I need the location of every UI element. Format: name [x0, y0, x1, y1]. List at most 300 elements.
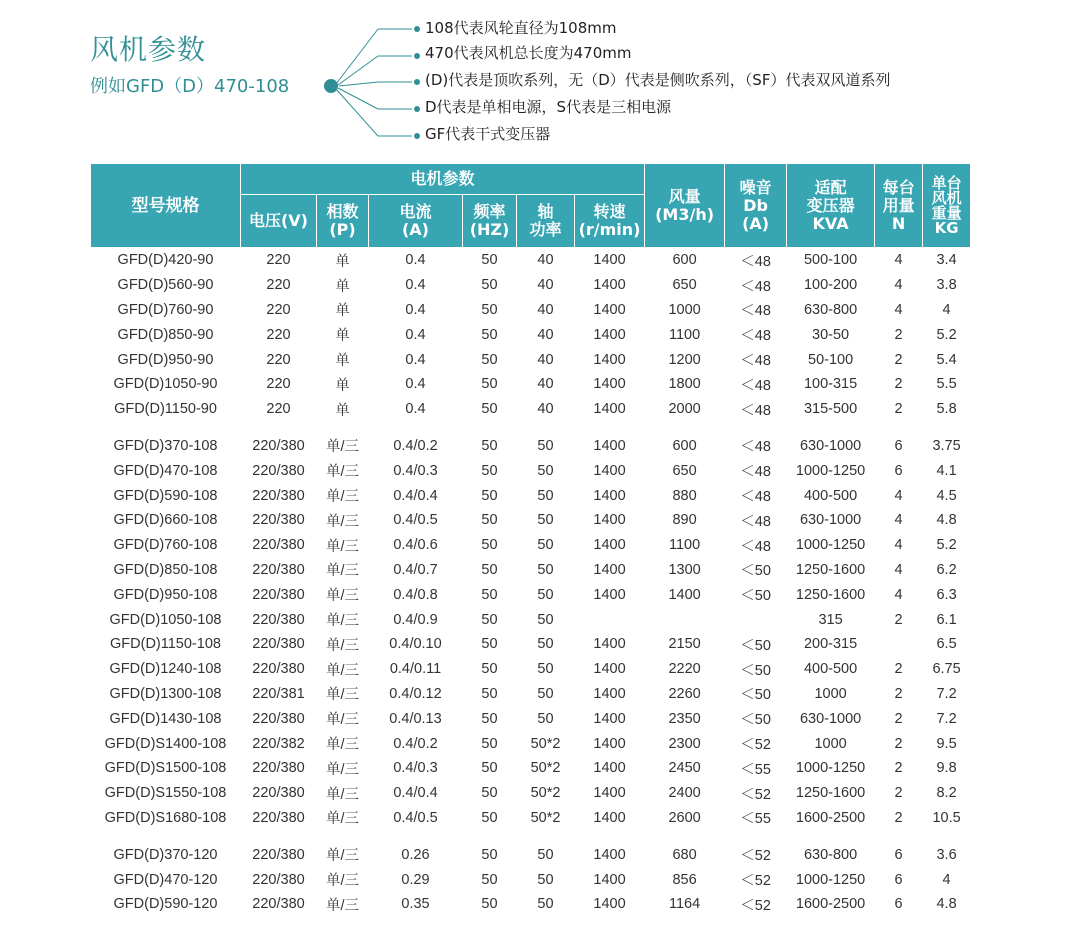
- bullet-icon: [414, 53, 420, 59]
- cell-voltage: 220: [266, 252, 291, 269]
- cell-voltage: 220: [266, 376, 291, 393]
- cell-speed: 1400: [593, 561, 626, 578]
- cell-qty: 2: [894, 809, 903, 826]
- cell-current: 0.4: [405, 376, 426, 393]
- cell-noise: ＜48: [740, 464, 771, 481]
- cell-voltage: 220/380: [252, 760, 305, 777]
- header-phase: 相数 (P): [317, 195, 369, 248]
- cell-airflow: 880: [672, 487, 697, 504]
- cell-airflow: 2400: [668, 785, 701, 802]
- cell-noise: ＜50: [740, 687, 771, 704]
- cell-noise: ＜48: [740, 538, 771, 555]
- cell-qty: 2: [894, 735, 903, 752]
- cell-phase: 单/三: [325, 811, 360, 828]
- cell-frequency: 50: [481, 636, 498, 653]
- cell-transformer: 1000-1250: [795, 871, 866, 888]
- cell-noise: ＜50: [740, 637, 771, 654]
- table-row: [91, 508, 971, 533]
- cell-noise: ＜48: [740, 353, 771, 370]
- cell-transformer: 630-800: [803, 301, 858, 318]
- cell-model: GFD(D)S1400-108: [104, 735, 227, 752]
- cell-airflow: 1100: [668, 537, 701, 554]
- cell-noise: ＜48: [740, 303, 771, 320]
- cell-voltage: 220/380: [252, 437, 305, 454]
- page-title: 风机参数: [90, 33, 207, 66]
- cell-speed: 1400: [593, 636, 626, 653]
- cell-voltage: 220/380: [252, 611, 305, 628]
- bullet-icon: [414, 106, 420, 112]
- cell-frequency: 50: [481, 277, 498, 294]
- header-airflow: 风量 (M3/h): [645, 164, 725, 248]
- table-row: [91, 458, 971, 483]
- note-diameter: 108代表风轮直径为108mm: [425, 19, 617, 37]
- cell-shaft-power: 50: [537, 487, 554, 504]
- cell-weight: 5.8: [936, 401, 957, 418]
- note-transformer: GF代表干式变压器: [425, 125, 551, 143]
- cell-model: GFD(D)1050-90: [113, 376, 218, 393]
- cell-airflow: 2220: [668, 661, 701, 678]
- cell-phase: 单/三: [325, 489, 360, 506]
- cell-shaft-power: 40: [537, 401, 554, 418]
- cell-airflow: 2000: [668, 401, 701, 418]
- cell-noise: ＜55: [740, 761, 771, 778]
- cell-qty: 4: [894, 561, 903, 578]
- cell-phase: 单/三: [325, 848, 360, 865]
- cell-noise: ＜52: [740, 897, 771, 914]
- cell-speed: 1400: [593, 846, 626, 863]
- cell-shaft-power: 50: [537, 611, 554, 628]
- cell-transformer: 30-50: [812, 326, 850, 343]
- cell-qty: 2: [894, 710, 903, 727]
- cell-frequency: 50: [481, 846, 498, 863]
- cell-model: GFD(D)470-108: [113, 462, 218, 479]
- cell-frequency: 50: [481, 301, 498, 318]
- cell-noise: [725, 607, 787, 632]
- cell-airflow: 856: [672, 871, 697, 888]
- cell-weight: 5.4: [936, 351, 957, 368]
- cell-transformer: 1000-1250: [795, 462, 866, 479]
- group-spacer: [91, 830, 971, 842]
- table-row: [91, 806, 971, 831]
- cell-weight: 4.8: [936, 512, 957, 529]
- cell-current: 0.29: [401, 871, 430, 888]
- bullet-icon: [414, 26, 420, 32]
- cell-model: GFD(D)950-90: [117, 351, 214, 368]
- cell-model: GFD(D)S1680-108: [104, 809, 227, 826]
- cell-weight: 3.8: [936, 277, 957, 294]
- bullet-icon: [414, 79, 420, 85]
- cell-qty: 4: [894, 252, 903, 269]
- cell-airflow: 1100: [668, 326, 701, 343]
- cell-transformer: 315: [818, 611, 843, 628]
- cell-speed: 1400: [593, 252, 626, 269]
- cell-airflow: 1400: [668, 586, 701, 603]
- cell-model: GFD(D)1150-90: [114, 401, 217, 418]
- cell-phase: 单/三: [325, 786, 360, 803]
- cell-weight: 4.8: [936, 896, 957, 913]
- cell-model: GFD(D)S1550-108: [104, 785, 227, 802]
- cell-speed: 1400: [593, 376, 626, 393]
- table-row: [91, 731, 971, 756]
- note-length: 470代表风机总长度为470mm: [425, 44, 632, 62]
- cell-qty: 2: [894, 611, 903, 628]
- cell-transformer: 1000: [814, 735, 847, 752]
- cell-qty: 2: [894, 760, 903, 777]
- cell-current: 0.4/0.2: [393, 437, 438, 454]
- cell-qty: 6: [894, 846, 903, 863]
- cell-voltage: 220: [266, 401, 291, 418]
- cell-weight: 5.2: [936, 537, 957, 554]
- cell-qty: 4: [894, 487, 903, 504]
- legend-dot: [324, 79, 338, 93]
- cell-weight: 7.2: [936, 685, 957, 702]
- cell-transformer: 400-500: [803, 487, 858, 504]
- cell-current: 0.4/0.4: [393, 785, 438, 802]
- bullet-icon: [414, 133, 420, 139]
- cell-model: GFD(D)1240-108: [109, 661, 222, 678]
- cell-model: GFD(D)1430-108: [109, 710, 222, 727]
- cell-noise: ＜48: [740, 278, 771, 295]
- cell-speed: 1400: [593, 351, 626, 368]
- cell-voltage: 220/380: [252, 586, 305, 603]
- cell-transformer: 1250-1600: [795, 586, 866, 603]
- cell-weight: 10.5: [932, 809, 961, 826]
- cell-qty: 6: [894, 462, 903, 479]
- header-frequency: 频率 (HZ): [463, 195, 517, 248]
- cell-phase: 单/三: [325, 737, 360, 754]
- cell-model: GFD(D)1300-108: [109, 685, 222, 702]
- cell-weight: 6.75: [932, 661, 961, 678]
- cell-voltage: 220/381: [252, 685, 305, 702]
- cell-speed: 1400: [593, 685, 626, 702]
- cell-qty: 2: [894, 326, 903, 343]
- cell-current: 0.4/0.7: [393, 561, 438, 578]
- cell-current: 0.4: [405, 401, 426, 418]
- cell-noise: ＜55: [740, 811, 771, 828]
- cell-qty: 2: [894, 401, 903, 418]
- cell-phase: 单/三: [325, 873, 360, 890]
- cell-voltage: 220/382: [252, 735, 305, 752]
- cell-weight: 5.5: [936, 376, 957, 393]
- cell-weight: 3.6: [936, 846, 957, 863]
- cell-noise: ＜48: [740, 253, 771, 270]
- header-shaft-power: 轴 功率: [517, 195, 575, 248]
- cell-voltage: 220/380: [252, 896, 305, 913]
- cell-transformer: 500-100: [803, 252, 858, 269]
- cell-voltage: 220/380: [252, 871, 305, 888]
- cell-noise: ＜52: [740, 873, 771, 890]
- cell-shaft-power: 50*2: [530, 760, 561, 777]
- cell-speed: 1400: [593, 512, 626, 529]
- header-current: 电流 (A): [369, 195, 463, 248]
- cell-qty: 4: [894, 301, 903, 318]
- cell-phase: 单: [335, 353, 350, 370]
- cell-transformer: 630-1000: [799, 710, 862, 727]
- cell-model: GFD(D)S1500-108: [104, 760, 227, 777]
- cell-airflow: 1800: [668, 376, 701, 393]
- connector-line: [339, 82, 378, 86]
- cell-frequency: 50: [481, 735, 498, 752]
- cell-shaft-power: 50: [537, 896, 554, 913]
- cell-current: 0.4/0.3: [393, 760, 438, 777]
- cell-airflow: 1200: [668, 351, 701, 368]
- cell-noise: ＜50: [740, 563, 771, 580]
- cell-frequency: 50: [481, 785, 498, 802]
- connector-line: [338, 56, 378, 85]
- cell-qty: 6: [894, 896, 903, 913]
- cell-weight: 4.5: [936, 487, 957, 504]
- cell-phase: 单/三: [325, 439, 360, 456]
- cell-model: GFD(D)560-90: [117, 277, 214, 294]
- cell-phase: 单/三: [325, 588, 360, 605]
- cell-qty: 2: [894, 685, 903, 702]
- cell-weight: 7.2: [936, 710, 957, 727]
- table-row: [91, 434, 971, 459]
- cell-current: 0.35: [401, 896, 430, 913]
- cell-current: 0.4: [405, 301, 426, 318]
- cell-phase: 单: [335, 377, 350, 394]
- cell-shaft-power: 50: [537, 846, 554, 863]
- cell-airflow: 2150: [668, 636, 701, 653]
- cell-model: GFD(D)370-120: [113, 846, 218, 863]
- cell-speed: 1400: [593, 661, 626, 678]
- cell-noise: ＜50: [740, 662, 771, 679]
- cell-frequency: 50: [481, 437, 498, 454]
- cell-frequency: 50: [481, 487, 498, 504]
- group-spacer: [91, 422, 971, 434]
- cell-shaft-power: 40: [537, 301, 554, 318]
- cell-voltage: 220/380: [252, 661, 305, 678]
- cell-voltage: 220/380: [252, 537, 305, 554]
- cell-speed: 1400: [593, 760, 626, 777]
- cell-airflow: 600: [672, 437, 697, 454]
- cell-transformer: 315-500: [803, 401, 858, 418]
- table-body: [91, 248, 971, 917]
- table-row: [91, 756, 971, 781]
- cell-transformer: 50-100: [808, 351, 854, 368]
- cell-transformer: 630-1000: [799, 437, 862, 454]
- cell-airflow: 650: [672, 462, 697, 479]
- cell-current: 0.4: [405, 277, 426, 294]
- cell-transformer: 1000-1250: [795, 760, 866, 777]
- cell-qty: 2: [894, 661, 903, 678]
- header-motor-params: 电机参数: [241, 164, 645, 195]
- cell-shaft-power: 50: [537, 437, 554, 454]
- header-weight: 单台 风机 重量 KG: [923, 164, 971, 248]
- cell-phase: 单/三: [325, 662, 360, 679]
- cell-speed: [575, 607, 645, 632]
- cell-current: 0.4/0.5: [393, 809, 438, 826]
- cell-voltage: 220/380: [252, 846, 305, 863]
- cell-speed: 1400: [593, 462, 626, 479]
- cell-weight: 3.4: [936, 252, 957, 269]
- cell-speed: 1400: [593, 301, 626, 318]
- table-row: [91, 867, 971, 892]
- header-model: 型号规格: [91, 164, 241, 248]
- cell-weight: 9.5: [936, 735, 957, 752]
- fan-spec-table: [90, 163, 971, 917]
- cell-qty: 4: [894, 512, 903, 529]
- cell-current: 0.4/0.6: [393, 537, 438, 554]
- cell-shaft-power: 50*2: [530, 785, 561, 802]
- cell-airflow: 890: [672, 512, 697, 529]
- cell-current: 0.4/0.10: [389, 636, 442, 653]
- cell-transformer: 1600-2500: [795, 896, 866, 913]
- cell-phase: 单/三: [325, 687, 360, 704]
- cell-model: GFD(D)1050-108: [109, 611, 222, 628]
- cell-model: GFD(D)660-108: [113, 512, 218, 529]
- cell-airflow: 2300: [668, 735, 701, 752]
- cell-shaft-power: 50: [537, 871, 554, 888]
- cell-weight: 3.75: [932, 437, 961, 454]
- cell-frequency: 50: [481, 512, 498, 529]
- cell-speed: 1400: [593, 586, 626, 603]
- cell-noise: ＜50: [740, 712, 771, 729]
- cell-voltage: 220/380: [252, 512, 305, 529]
- cell-shaft-power: 40: [537, 252, 554, 269]
- cell-noise: ＜48: [740, 513, 771, 530]
- cell-shaft-power: 50: [537, 661, 554, 678]
- table-row: [91, 483, 971, 508]
- cell-voltage: 220/380: [252, 561, 305, 578]
- cell-voltage: 220/380: [252, 487, 305, 504]
- cell-current: 0.4: [405, 326, 426, 343]
- cell-transformer: 100-200: [803, 277, 858, 294]
- cell-qty: 2: [894, 351, 903, 368]
- cell-frequency: 50: [481, 760, 498, 777]
- cell-transformer: 1600-2500: [795, 809, 866, 826]
- cell-qty: 4: [894, 586, 903, 603]
- table-row: [91, 607, 971, 632]
- cell-shaft-power: 40: [537, 351, 554, 368]
- cell-model: GFD(D)420-90: [117, 252, 214, 269]
- cell-speed: 1400: [593, 277, 626, 294]
- cell-weight: 4.1: [936, 462, 957, 479]
- cell-current: 0.4/0.12: [389, 685, 442, 702]
- cell-model: GFD(D)370-108: [113, 437, 218, 454]
- cell-model: GFD(D)850-90: [117, 326, 214, 343]
- cell-model: GFD(D)590-120: [113, 896, 218, 913]
- cell-current: 0.26: [401, 846, 430, 863]
- cell-voltage: 220: [266, 326, 291, 343]
- cell-weight: 4: [942, 301, 951, 318]
- cell-frequency: 50: [481, 561, 498, 578]
- cell-phase: 单/三: [325, 761, 360, 778]
- cell-frequency: 50: [481, 326, 498, 343]
- cell-transformer: 400-500: [803, 661, 858, 678]
- cell-phase: 单: [335, 402, 350, 419]
- header-noise: 噪音 Db (A): [725, 164, 787, 248]
- cell-qty: 4: [894, 537, 903, 554]
- cell-voltage: 220: [266, 351, 291, 368]
- cell-phase: 单/三: [325, 464, 360, 481]
- cell-shaft-power: 50: [537, 636, 554, 653]
- cell-noise: ＜52: [740, 848, 771, 865]
- cell-transformer: 1250-1600: [795, 561, 866, 578]
- cell-noise: ＜48: [740, 489, 771, 506]
- cell-current: 0.4/0.11: [389, 661, 442, 678]
- cell-noise: ＜48: [740, 402, 771, 419]
- cell-noise: ＜52: [740, 737, 771, 754]
- note-series: (D)代表是顶吹系列，无（D）代表是侧吹系列，（SF）代表双风道系列: [425, 71, 891, 89]
- cell-phase: 单: [335, 303, 350, 320]
- cell-airflow: 2450: [668, 760, 701, 777]
- cell-frequency: 50: [481, 685, 498, 702]
- cell-qty: 2: [894, 376, 903, 393]
- header-speed: 转速 (r/min): [575, 195, 645, 248]
- cell-current: 0.4/0.2: [393, 735, 438, 752]
- cell-speed: 1400: [593, 710, 626, 727]
- cell-transformer: 100-315: [803, 376, 858, 393]
- cell-current: 0.4/0.4: [393, 487, 438, 504]
- cell-transformer: 200-315: [803, 636, 858, 653]
- cell-transformer: 1000-1250: [795, 537, 866, 554]
- table-row: [91, 397, 971, 422]
- cell-speed: 1400: [593, 487, 626, 504]
- table-row: [91, 273, 971, 298]
- cell-weight: 8.2: [936, 785, 957, 802]
- cell-model: GFD(D)470-120: [113, 871, 218, 888]
- cell-phase: 单/三: [325, 613, 360, 630]
- table-row: [91, 657, 971, 682]
- cell-frequency: 50: [481, 611, 498, 628]
- cell-airflow: 650: [672, 277, 697, 294]
- cell-current: 0.4: [405, 252, 426, 269]
- cell-transformer: 1250-1600: [795, 785, 866, 802]
- cell-frequency: 50: [481, 252, 498, 269]
- cell-airflow: 2260: [668, 685, 701, 702]
- cell-airflow: 2350: [668, 710, 701, 727]
- cell-model: GFD(D)950-108: [113, 586, 218, 603]
- cell-speed: 1400: [593, 537, 626, 554]
- table-row: [91, 842, 971, 867]
- cell-airflow: 2600: [668, 809, 701, 826]
- cell-phase: 单/三: [325, 563, 360, 580]
- cell-voltage: 220: [266, 277, 291, 294]
- cell-model: GFD(D)850-108: [113, 561, 218, 578]
- cell-speed: 1400: [593, 896, 626, 913]
- table-row: [91, 706, 971, 731]
- table-row: [91, 582, 971, 607]
- table-row: [91, 682, 971, 707]
- cell-noise: ＜48: [740, 328, 771, 345]
- cell-frequency: 50: [481, 809, 498, 826]
- cell-noise: ＜48: [740, 439, 771, 456]
- header-qty: 每台 用量 N: [875, 164, 923, 248]
- cell-voltage: 220: [266, 301, 291, 318]
- cell-shaft-power: 40: [537, 376, 554, 393]
- cell-shaft-power: 50: [537, 537, 554, 554]
- cell-airflow: 600: [672, 252, 697, 269]
- cell-weight: 6.2: [936, 561, 957, 578]
- cell-frequency: 50: [481, 351, 498, 368]
- header-transformer: 适配 变压器 KVA: [787, 164, 875, 248]
- cell-speed: 1400: [593, 437, 626, 454]
- cell-shaft-power: 50: [537, 685, 554, 702]
- cell-shaft-power: 50: [537, 512, 554, 529]
- cell-phase: 单/三: [325, 538, 360, 555]
- cell-transformer: 630-800: [803, 846, 858, 863]
- cell-airflow: 680: [672, 846, 697, 863]
- cell-airflow: 1164: [668, 896, 701, 913]
- connector-line: [336, 89, 378, 136]
- cell-qty: 6: [894, 871, 903, 888]
- cell-shaft-power: 50*2: [530, 735, 561, 752]
- cell-shaft-power: 50: [537, 586, 554, 603]
- cell-shaft-power: 50*2: [530, 809, 561, 826]
- cell-model: GFD(D)590-108: [113, 487, 218, 504]
- cell-speed: 1400: [593, 401, 626, 418]
